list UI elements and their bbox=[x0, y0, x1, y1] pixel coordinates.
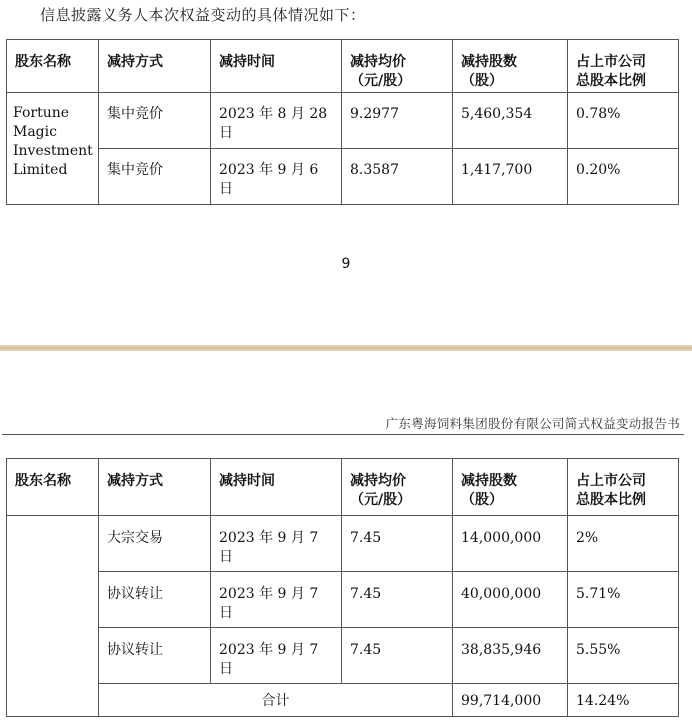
price-header-line1: 减持均价 bbox=[350, 473, 406, 489]
time-line2: 日 bbox=[219, 125, 233, 141]
col-header-holder: 股东名称 bbox=[7, 459, 99, 516]
time-line1: 2023 年 9 月 7 bbox=[219, 642, 319, 658]
shares-cell: 14,000,000 bbox=[453, 516, 568, 572]
ratio-cell: 0.78% bbox=[568, 93, 679, 149]
col-header-price bbox=[342, 40, 453, 93]
holder-line: Magic bbox=[13, 124, 57, 140]
time-cell bbox=[211, 628, 342, 684]
header-rule bbox=[2, 434, 684, 435]
price-cell: 8.3587 bbox=[342, 149, 453, 205]
intro-text: 信息披露义务人本次权益变动的具体情况如下： bbox=[40, 6, 366, 24]
page-number: 9 bbox=[341, 256, 351, 272]
col-header-ratio bbox=[568, 459, 679, 516]
ratio-cell: 5.55% bbox=[568, 628, 679, 684]
shares-cell: 38,835,946 bbox=[453, 628, 568, 684]
time-line1: 2023 年 9 月 6 bbox=[219, 162, 319, 178]
time-line2: 日 bbox=[219, 661, 233, 677]
shares-header-line1: 减持股数 bbox=[461, 54, 517, 70]
total-label: 合计 bbox=[99, 684, 453, 717]
col-header-price bbox=[342, 459, 453, 516]
table-row bbox=[7, 93, 679, 149]
shares-cell: 40,000,000 bbox=[453, 572, 568, 628]
col-header-ratio bbox=[568, 40, 679, 93]
reduction-table-page-10 bbox=[6, 458, 679, 717]
reduction-table-page-9 bbox=[6, 39, 679, 205]
holder-line: Investment bbox=[13, 143, 93, 159]
ratio-cell: 2% bbox=[568, 516, 679, 572]
ratio-cell: 5.71% bbox=[568, 572, 679, 628]
col-header-shares bbox=[453, 40, 568, 93]
price-cell: 7.45 bbox=[342, 572, 453, 628]
price-cell: 7.45 bbox=[342, 628, 453, 684]
time-cell bbox=[211, 572, 342, 628]
shares-cell: 5,460,354 bbox=[453, 93, 568, 149]
method-cell: 集中竞价 bbox=[99, 93, 211, 149]
ratio-header-line1: 占上市公司 bbox=[576, 54, 646, 70]
time-line2: 日 bbox=[219, 549, 233, 565]
time-line1: 2023 年 9 月 7 bbox=[219, 586, 319, 602]
holder-cell-empty bbox=[7, 516, 99, 717]
table-row bbox=[7, 572, 679, 628]
time-line2: 日 bbox=[219, 181, 233, 197]
holder-line: Limited bbox=[13, 162, 68, 178]
col-header-shares bbox=[453, 459, 568, 516]
shares-header-line2: （股） bbox=[461, 492, 503, 508]
holder-cell bbox=[7, 93, 99, 205]
time-line1: 2023 年 9 月 7 bbox=[219, 530, 319, 546]
col-header-method: 减持方式 bbox=[99, 459, 211, 516]
method-cell: 协议转让 bbox=[99, 572, 211, 628]
time-line1: 2023 年 8 月 28 bbox=[219, 106, 328, 122]
total-row bbox=[7, 684, 679, 717]
price-cell: 9.2977 bbox=[342, 93, 453, 149]
total-shares: 99,714,000 bbox=[453, 684, 568, 717]
shares-header-line2: （股） bbox=[461, 73, 503, 89]
ratio-header-line1: 占上市公司 bbox=[576, 473, 646, 489]
col-header-time: 减持时间 bbox=[211, 40, 342, 93]
ratio-header-line2: 总股本比例 bbox=[576, 73, 646, 89]
ratio-cell: 0.20% bbox=[568, 149, 679, 205]
time-line2: 日 bbox=[219, 605, 233, 621]
shares-header-line1: 减持股数 bbox=[461, 473, 517, 489]
col-header-method: 减持方式 bbox=[99, 40, 211, 93]
method-cell: 大宗交易 bbox=[99, 516, 211, 572]
ratio-header-line2: 总股本比例 bbox=[576, 492, 646, 508]
price-header-line1: 减持均价 bbox=[350, 54, 406, 70]
table-row bbox=[7, 628, 679, 684]
table-header-row bbox=[7, 459, 679, 516]
table-header-row bbox=[7, 40, 679, 93]
running-header: 广东粤海饲料集团股份有限公司简式权益变动报告书 bbox=[385, 416, 680, 431]
holder-line: Fortune bbox=[13, 105, 70, 121]
col-header-time: 减持时间 bbox=[211, 459, 342, 516]
col-header-holder: 股东名称 bbox=[7, 40, 99, 93]
price-header-line2: （元/股） bbox=[350, 73, 412, 89]
table-row bbox=[7, 149, 679, 205]
price-header-line2: （元/股） bbox=[350, 492, 412, 508]
method-cell: 协议转让 bbox=[99, 628, 211, 684]
page-break-divider bbox=[0, 345, 692, 351]
table-row bbox=[7, 516, 679, 572]
shares-cell: 1,417,700 bbox=[453, 149, 568, 205]
time-cell bbox=[211, 93, 342, 149]
price-cell: 7.45 bbox=[342, 516, 453, 572]
time-cell bbox=[211, 149, 342, 205]
time-cell bbox=[211, 516, 342, 572]
method-cell: 集中竞价 bbox=[99, 149, 211, 205]
total-ratio: 14.24% bbox=[568, 684, 679, 717]
